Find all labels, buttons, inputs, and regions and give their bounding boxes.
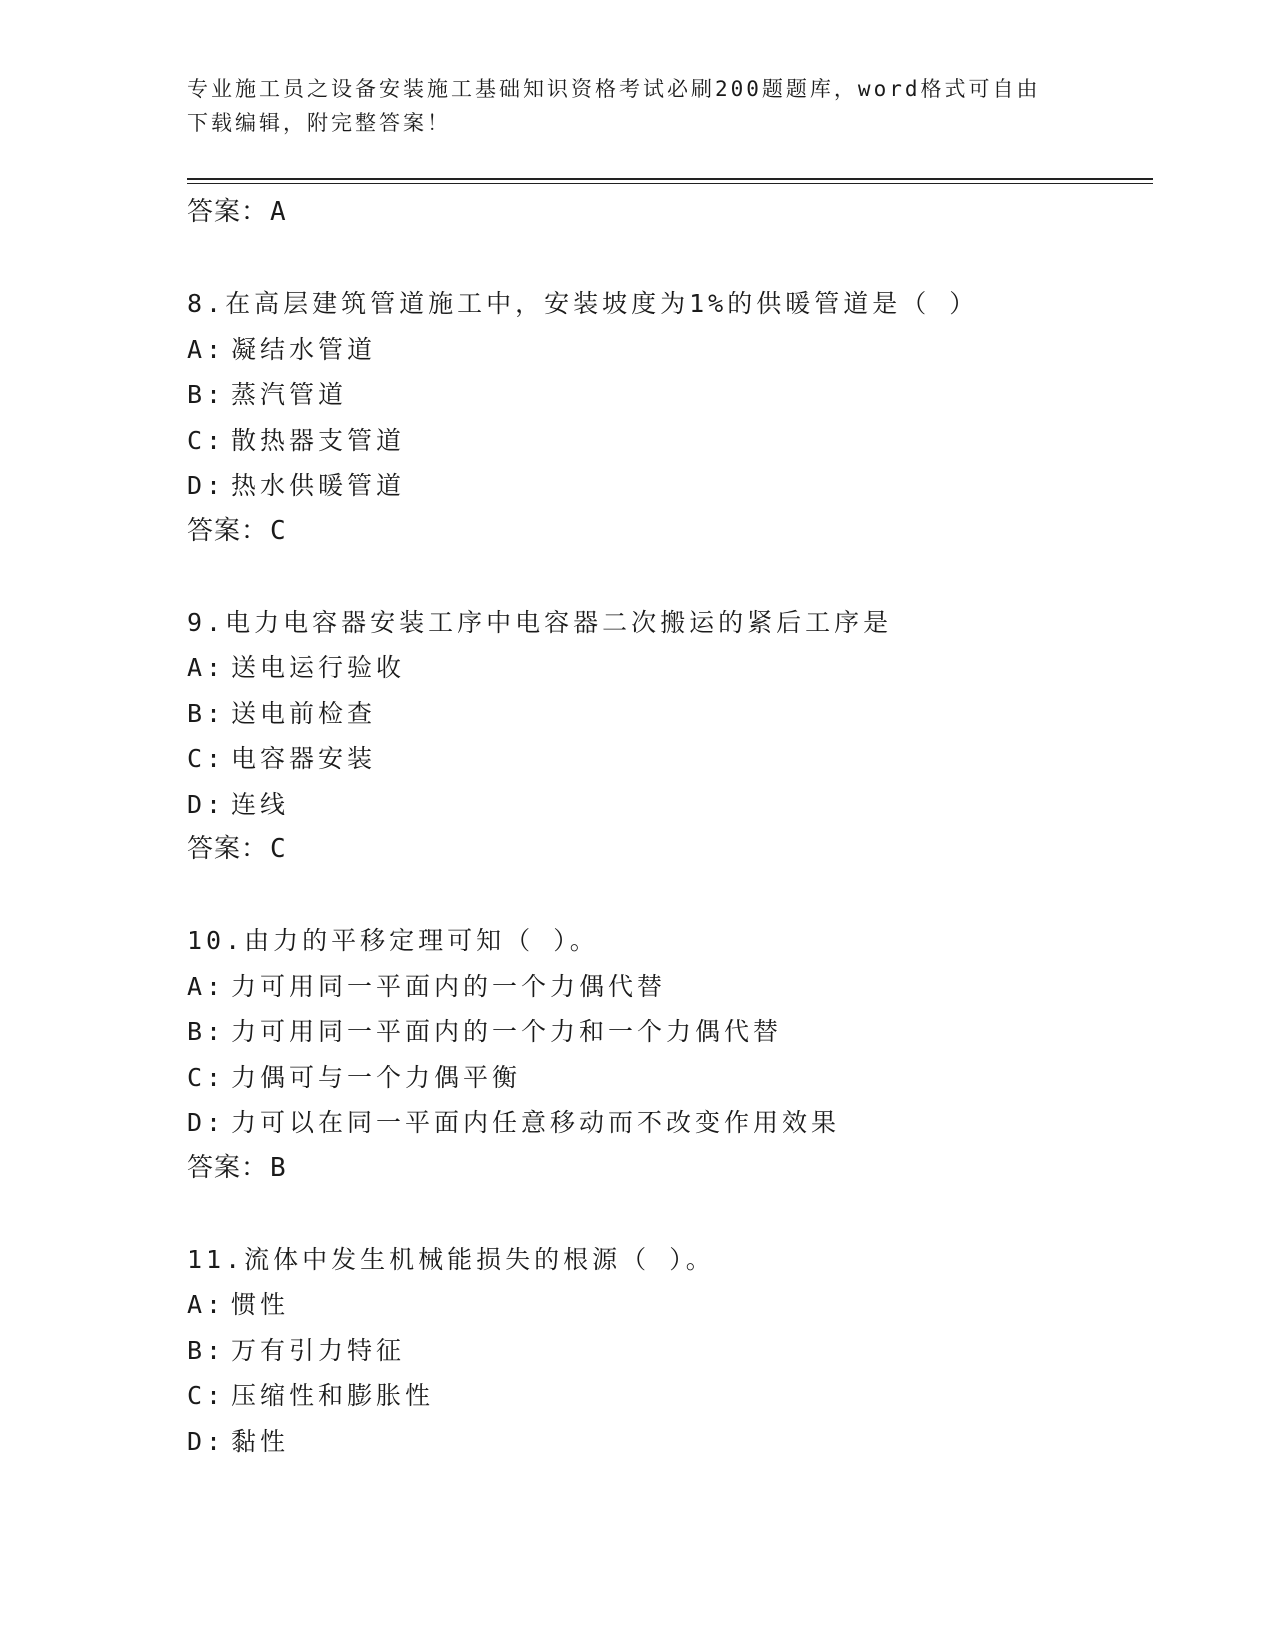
option-text: 连线 (231, 789, 290, 819)
option-text: 送电运行验收 (231, 653, 406, 682)
option-c (187, 418, 1153, 464)
option-d (187, 463, 1153, 509)
option-text: 力可用同一平面内的一个力偶代替 (231, 971, 667, 1001)
answer-value: C (270, 515, 287, 546)
option-key: D: (187, 1426, 226, 1456)
option-text: 压缩性和膨胀性 (231, 1381, 435, 1410)
option-c (187, 1055, 1153, 1101)
option-key: D: (187, 1108, 226, 1137)
answer-line (187, 827, 1153, 871)
option-key: C: (187, 425, 226, 455)
option-text: 力可用同一平面内的一个力和一个力偶代替 (231, 1017, 783, 1046)
answer-line (187, 509, 1153, 553)
option-key: B: (187, 380, 226, 409)
answer-label: 答案： (187, 197, 269, 227)
option-key: D: (187, 471, 226, 500)
document-header (187, 72, 1077, 140)
option-b (187, 1009, 1153, 1055)
option-key: C: (187, 744, 226, 773)
spacer (187, 871, 1153, 918)
header-divider-thick (187, 178, 1153, 180)
option-b (187, 372, 1153, 418)
question-stem: 9.电力电容器安装工序中电容器二次搬运的紧后工序是 (187, 607, 893, 637)
option-text: 万有引力特征 (231, 1335, 406, 1365)
option-b (187, 1328, 1153, 1374)
header-divider-thin (187, 183, 1153, 184)
answer-label: 答案： (187, 515, 269, 546)
option-d (187, 782, 1153, 828)
spacer (187, 553, 1153, 600)
option-key: B: (187, 1017, 226, 1046)
spacer (187, 1190, 1153, 1237)
question-list (187, 190, 1153, 1464)
question-stem: 10.由力的平移定理可知（ ）。 (187, 926, 599, 955)
option-text: 散热器支管道 (231, 425, 406, 455)
question-stem: 11.流体中发生机械能损失的根源（ ）。 (187, 1244, 715, 1274)
option-a (187, 645, 1153, 691)
option-key: C: (187, 1062, 226, 1092)
question-block (187, 918, 1153, 1190)
option-text: 蒸汽管道 (231, 380, 348, 409)
answer-line (187, 1146, 1153, 1190)
option-key: C: (187, 1381, 226, 1410)
spacer (187, 234, 1153, 281)
option-key: D: (187, 789, 226, 819)
header-title-line-1: 专业施工员之设备安装施工基础知识资格考试必刷200题题库，word格式可自由 (187, 77, 1041, 101)
option-key: A: (187, 653, 226, 682)
answer-value: A (270, 197, 287, 227)
option-text: 惯性 (231, 1290, 290, 1319)
option-text: 电容器安装 (231, 744, 377, 773)
option-d (187, 1100, 1153, 1146)
option-c (187, 736, 1153, 782)
answer-value: C (270, 834, 287, 864)
question-stem: 8.在高层建筑管道施工中，安装坡度为1%的供暖管道是（ ） (187, 289, 979, 318)
option-a (187, 964, 1153, 1010)
option-text: 力偶可与一个力偶平衡 (231, 1062, 522, 1092)
option-key: B: (187, 698, 226, 728)
question-block (187, 281, 1153, 553)
option-a (187, 1282, 1153, 1328)
option-text: 黏性 (231, 1426, 290, 1456)
question-block (187, 1237, 1153, 1465)
answer-label: 答案： (187, 1152, 269, 1183)
option-a (187, 327, 1153, 373)
option-text: 热水供暖管道 (231, 471, 406, 500)
header-title-line-2: 下载编辑，附完整答案！ (187, 111, 451, 135)
answer-value: B (270, 1152, 287, 1183)
answer-label: 答案： (187, 834, 269, 864)
answer-line (187, 190, 1153, 234)
option-c (187, 1373, 1153, 1419)
question-block (187, 600, 1153, 872)
option-key: A: (187, 334, 226, 364)
option-d (187, 1419, 1153, 1465)
option-text: 送电前检查 (231, 698, 377, 728)
option-key: A: (187, 1290, 226, 1319)
option-b (187, 691, 1153, 737)
option-text: 力可以在同一平面内任意移动而不改变作用效果 (231, 1108, 841, 1137)
option-key: A: (187, 971, 226, 1001)
option-text: 凝结水管道 (231, 334, 377, 364)
option-key: B: (187, 1335, 226, 1365)
